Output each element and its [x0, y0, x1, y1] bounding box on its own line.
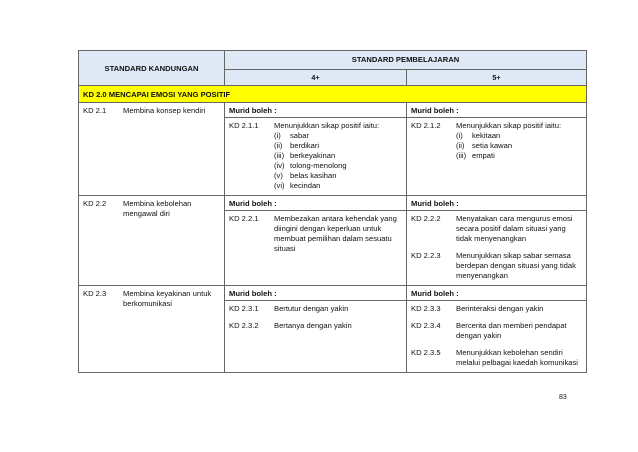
header-age-5: 5+	[407, 69, 587, 85]
kd-code: KD 2.3	[83, 289, 107, 298]
standard-description: Membezakan antara kehendak yang diingini dengan keperluan untuk membuat pemilihan dalam sesuatu situasi	[274, 214, 397, 253]
sub-item-text: kecindan	[290, 181, 321, 190]
standard-description: Menunjukkan sikap positif iaitu:	[274, 121, 380, 130]
sub-item-text: berkeyakinan	[290, 151, 336, 160]
standard-code: KD 2.2.1	[229, 214, 259, 223]
standard-description: Menyatakan cara mengurus emosi secara positif dalam situasi yang tidak menyenangkan	[456, 214, 573, 243]
murid-boleh-label: Murid boleh :	[407, 103, 586, 118]
kd-description: Membina kebolehan mengawal diri	[123, 199, 192, 218]
sub-item	[456, 131, 582, 141]
kd-description: Membina keyakinan untuk berkomunikasi	[123, 289, 212, 308]
sub-item-text: belas kasihan	[290, 171, 337, 180]
standard-code: KD 2.1.1	[229, 121, 259, 130]
sub-item	[274, 141, 402, 151]
learning-standard	[411, 304, 582, 314]
sub-item	[456, 141, 582, 151]
learning-standard-cell-age4	[225, 286, 407, 373]
standard-content	[274, 214, 402, 254]
standard-description: Menunjukkan sikap sabar semasa berdepan dengan situasi yang tidak menyenangkan	[456, 251, 576, 280]
murid-boleh-label: Murid boleh :	[225, 286, 406, 301]
learning-standard-cell-age4	[225, 196, 407, 286]
standard-description: Menunjukkan sikap positif iaitu:	[456, 121, 562, 130]
standard-content	[274, 121, 402, 191]
standard-content	[456, 251, 582, 281]
learning-standard-cell-age5	[407, 103, 587, 196]
learning-standard	[411, 251, 582, 281]
kd-description: Membina konsep kendiri	[123, 106, 206, 115]
sub-item-number: (iii)	[456, 151, 467, 160]
standard-code: KD 2.2.2	[411, 214, 441, 223]
document-page	[78, 50, 586, 373]
curriculum-table	[78, 50, 587, 373]
standard-description: Berinteraksi dengan yakin	[456, 304, 544, 313]
learning-standard-cell-age5	[407, 196, 587, 286]
murid-boleh-label: Murid boleh :	[225, 103, 406, 118]
sub-item-text: tolong-menolong	[290, 161, 347, 170]
sub-item	[274, 131, 402, 141]
standard-content	[456, 348, 582, 368]
learning-standard	[229, 214, 402, 254]
header-standard-kandungan: STANDARD KANDUNGAN	[79, 51, 225, 86]
learning-standard-list	[407, 211, 586, 285]
sub-item-text: kekitaan	[472, 131, 501, 140]
standard-code: KD 2.3.1	[229, 304, 259, 313]
murid-boleh-label: Murid boleh :	[407, 286, 586, 301]
sub-item-number: (i)	[274, 131, 281, 140]
page-number: 83	[559, 394, 567, 401]
standard-kandungan-cell	[79, 196, 225, 286]
learning-standard-list	[407, 118, 586, 165]
sub-item-number: (iii)	[274, 151, 285, 160]
standard-content	[456, 321, 582, 341]
standard-content	[274, 321, 402, 331]
sub-item	[274, 181, 402, 191]
learning-standard	[229, 304, 402, 314]
sub-item	[274, 161, 402, 171]
learning-standard-list	[407, 301, 586, 372]
sub-item	[274, 151, 402, 161]
standard-content	[456, 121, 582, 161]
standard-description: Menunjukkan kebolehan sendiri melalui pelbagai kaedah komunikasi	[456, 348, 578, 367]
table-row	[79, 286, 587, 373]
learning-standard	[411, 348, 582, 368]
standard-code: KD 2.3.4	[411, 321, 441, 330]
standard-code: KD 2.1.2	[411, 121, 441, 130]
standard-description: Bercerita dan memberi pendapat dengan yakin	[456, 321, 567, 340]
header-age-4: 4+	[225, 69, 407, 85]
standard-content	[456, 214, 582, 244]
murid-boleh-label: Murid boleh :	[407, 196, 586, 211]
standard-content	[274, 304, 402, 314]
table-row	[79, 103, 587, 196]
standard-kandungan-cell	[79, 286, 225, 373]
learning-standard-list	[225, 211, 406, 258]
standard-description: Bertutur dengan yakin	[274, 304, 349, 313]
sub-item	[456, 151, 582, 161]
kd-code: KD 2.2	[83, 199, 107, 208]
learning-standard-cell-age4	[225, 103, 407, 196]
header-standard-pembelajaran: STANDARD PEMBELAJARAN	[225, 51, 587, 70]
sub-item-number: (vi)	[274, 181, 285, 190]
murid-boleh-label: Murid boleh :	[225, 196, 406, 211]
section-title: KD 2.0 MENCAPAI EMOSI YANG POSITIF	[79, 86, 587, 103]
table-body	[79, 103, 587, 373]
kd-code: KD 2.1	[83, 106, 107, 115]
learning-standard-list	[225, 118, 406, 195]
standard-code: KD 2.3.2	[229, 321, 259, 330]
learning-standard	[411, 121, 582, 161]
standard-kandungan-cell	[79, 103, 225, 196]
standard-code: KD 2.3.5	[411, 348, 441, 357]
standard-code: KD 2.3.3	[411, 304, 441, 313]
sub-item-text: setia kawan	[472, 141, 513, 150]
sub-item-text: sabar	[290, 131, 309, 140]
sub-item-text: berdikari	[290, 141, 320, 150]
sub-item-number: (ii)	[456, 141, 465, 150]
learning-standard-list	[225, 301, 406, 335]
sub-item	[274, 171, 402, 181]
learning-standard	[411, 321, 582, 341]
sub-item-text: empati	[472, 151, 495, 160]
learning-standard	[411, 214, 582, 244]
learning-standard	[229, 321, 402, 331]
table-row	[79, 196, 587, 286]
standard-code: KD 2.2.3	[411, 251, 441, 260]
sub-item-number: (iv)	[274, 161, 285, 170]
sub-item-number: (v)	[274, 171, 283, 180]
sub-item-number: (ii)	[274, 141, 283, 150]
sub-item-number: (i)	[456, 131, 463, 140]
standard-content	[456, 304, 582, 314]
standard-description: Bertanya dengan yakin	[274, 321, 352, 330]
learning-standard	[229, 121, 402, 191]
learning-standard-cell-age5	[407, 286, 587, 373]
